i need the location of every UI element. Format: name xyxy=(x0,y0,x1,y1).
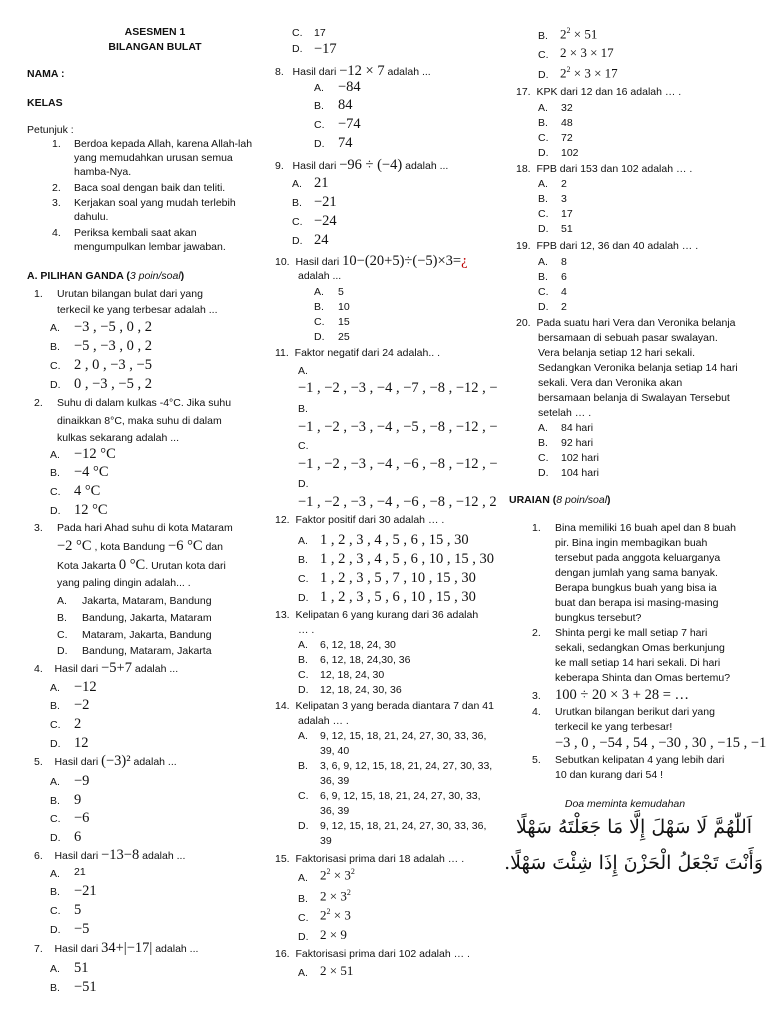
option-b[interactable]: 3 xyxy=(561,193,567,205)
option-label: C. xyxy=(50,360,61,372)
petunjuk-number: 3. xyxy=(52,197,61,209)
option-d-cont: 39 xyxy=(320,835,332,847)
option-c[interactable]: 4 °C xyxy=(74,483,101,499)
option-c[interactable]: 17 xyxy=(314,27,326,39)
option-label: D. xyxy=(314,138,325,150)
petunjuk-text: mengumpulkan lembar jawaban. xyxy=(74,241,226,253)
option-b[interactable]: −2 xyxy=(74,697,90,713)
option-label: C. xyxy=(292,27,303,39)
question-text: terkecil ke yang terbesar adalah ... xyxy=(57,304,218,316)
question-text: Vera belanja setiap 12 hari sekali. xyxy=(538,347,696,359)
question-text: 5. Hasil dari (−3)² adalah ... xyxy=(34,753,177,769)
option-label: B. xyxy=(314,301,324,313)
option-label: B. xyxy=(50,700,60,712)
option-a[interactable]: 8 xyxy=(561,256,567,268)
option-d[interactable]: 0 , −3 , −5 , 2 xyxy=(74,376,152,392)
question-text: … . xyxy=(298,624,315,636)
option-c[interactable]: 12, 18, 24, 30 xyxy=(320,669,385,681)
option-label: B. xyxy=(50,341,60,353)
option-c[interactable]: 15 xyxy=(338,316,350,328)
option-b[interactable]: 48 xyxy=(561,117,573,129)
option-b[interactable]: 10 xyxy=(338,301,350,313)
doa-title: Doa meminta kemudahan xyxy=(564,798,686,810)
option-label: C. xyxy=(298,912,309,924)
option-b[interactable]: $2 \times 3^2$ xyxy=(320,888,351,904)
option-d[interactable]: 102 xyxy=(561,147,579,159)
option-d[interactable]: 1 , 2 , 3 , 5 , 6 , 10 , 15 , 30 xyxy=(320,589,476,605)
option-label: D. xyxy=(538,301,549,313)
option-label: D. xyxy=(298,684,309,696)
option-label: C. xyxy=(50,719,61,731)
option-a[interactable]: −9 xyxy=(74,773,90,789)
question-text: 13. Kelipatan 6 yang kurang dari 36 adalah xyxy=(275,609,479,621)
option-a[interactable]: 1 , 2 , 3 , 4 , 5 , 6 , 15 , 30 xyxy=(320,532,469,548)
question-text: 10. Hasil dari 10−(20+5)÷(−5)×3=¿ xyxy=(275,253,468,269)
essay-number: 3. xyxy=(532,690,541,702)
option-label: D. xyxy=(57,645,68,657)
option-label: A. xyxy=(314,286,324,298)
doc-subtitle: BILANGAN BULAT xyxy=(108,41,202,53)
option-a[interactable]: −12 °C xyxy=(74,446,116,462)
option-label: D. xyxy=(538,467,549,479)
option-b[interactable]: Bandung, Jakarta, Mataram xyxy=(82,612,212,624)
option-d[interactable]: −17 xyxy=(314,41,337,57)
option-label: D. xyxy=(50,738,61,750)
option-label: A. xyxy=(314,82,324,94)
doa-arabic-line-2: وَأَنْتَ تَجْعَلُ الْحَزْنَ إِذَا شِئْتَ سَهْلًا. xyxy=(504,852,763,874)
option-c[interactable]: 1 , 2 , 3 , 5 , 7 , 10 , 15 , 30 xyxy=(320,570,476,586)
option-d[interactable]: −5 xyxy=(74,921,90,937)
option-label: D. xyxy=(298,931,309,943)
essay-text: tersebut pada anggota keluarganya xyxy=(555,552,721,564)
option-a[interactable]: 5 xyxy=(338,286,344,298)
option-label: D. xyxy=(50,379,61,391)
essay-text: buat dan berapa isi masing-masing xyxy=(555,597,719,609)
option-label: D. xyxy=(50,505,61,517)
question-text: Suhu di dalam kulkas -4°C. Jika suhu xyxy=(57,397,232,409)
essay-expression: 100 ÷ 20 × 3 + 28 = … xyxy=(555,687,689,703)
essay-expression: −3 , 0 , −54 , 54 , −30 , 30 , −15 , −1 xyxy=(555,735,767,751)
option-a[interactable]: −1 , −2 , −3 , −4 , −7 , −8 , −12 , − xyxy=(298,380,498,396)
essay-expression-wrap xyxy=(555,734,768,752)
option-b[interactable]: −21 xyxy=(74,883,97,899)
petunjuk-text: Periksa kembali saat akan xyxy=(74,227,197,239)
question-text: adalah ... xyxy=(298,270,342,282)
petunjuk-number: 1. xyxy=(52,138,61,150)
option-label: A. xyxy=(292,178,302,190)
question-number: 1. xyxy=(34,288,43,300)
option-b[interactable]: −51 xyxy=(74,979,97,995)
option-label: A. xyxy=(50,682,60,694)
option-label: C. xyxy=(314,316,325,328)
question-text: yang paling dingin adalah... . xyxy=(57,577,191,589)
option-d[interactable]: 12 °C xyxy=(74,502,108,518)
petunjuk-text: dahulu. xyxy=(74,211,109,223)
petunjuk-number: 2. xyxy=(52,182,61,194)
option-label: A. xyxy=(50,449,60,461)
option-c[interactable]: −24 xyxy=(314,213,337,229)
option-label: A. xyxy=(298,730,308,742)
option-label: B. xyxy=(538,271,548,283)
question-text: −2 °C , kota Bandung −6 °C dan xyxy=(57,538,223,554)
option-c[interactable]: −1 , −2 , −3 , −4 , −6 , −8 , −12 , − xyxy=(298,456,498,472)
option-label: C. xyxy=(50,486,61,498)
kelas-label: KELAS xyxy=(27,97,63,109)
option-label: D. xyxy=(538,147,549,159)
option-label: B. xyxy=(50,795,60,807)
option-b[interactable]: $2^2 \times 51$ xyxy=(560,26,598,42)
question-text: bersamaan belanja di Swalayan Tersebut xyxy=(538,392,730,404)
petunjuk-text: yang memudahkan urusan semua xyxy=(74,152,233,164)
option-c[interactable]: −74 xyxy=(338,116,361,132)
petunjuk-text: Baca soal dengan baik dan teliti. xyxy=(74,182,226,194)
option-label: D. xyxy=(538,69,549,81)
question-text: 15. Faktorisasi prima dari 18 adalah … . xyxy=(275,853,465,865)
question-text: 12. Faktor positif dari 30 adalah … . xyxy=(275,514,445,526)
option-label: C. xyxy=(50,905,61,917)
question-text: adalah … . xyxy=(298,715,349,727)
question-text: 7. Hasil dari 34+|−17| adalah ... xyxy=(34,940,199,956)
question-number: 2. xyxy=(34,397,43,409)
option-label: C. xyxy=(298,669,309,681)
option-label: B. xyxy=(298,554,308,566)
doa-arabic-line-1: اَللّٰهُمَّ لَا سَهْلَ إِلَّا مَا جَعَلْتَهُ سَهْلًا xyxy=(515,816,753,838)
question-text: setelah … . xyxy=(538,407,592,419)
nama-label: NAMA : xyxy=(27,68,65,80)
question-text: bersamaan di sebuah pasar swalayan. xyxy=(538,332,718,344)
option-label: A. xyxy=(50,868,60,880)
option-a[interactable]: −3 , −5 , 0 , 2 xyxy=(74,319,152,335)
essay-text: terkecil ke yang terbesar! xyxy=(555,721,673,733)
option-label: B. xyxy=(292,197,302,209)
question-text: Kota Jakarta 0 °C. Urutan kota dari xyxy=(57,557,226,573)
question-text: sekali. Vera dan Veronika akan xyxy=(538,377,683,389)
essay-number: 2. xyxy=(532,627,541,639)
option-label: C. xyxy=(314,119,325,131)
essay-text: sekali, sedangkan Omas berkunjung xyxy=(555,642,725,654)
option-label: C. xyxy=(298,573,309,585)
option-c[interactable]: 17 xyxy=(561,208,573,220)
option-label: B. xyxy=(50,982,60,994)
question-text: 16. Faktorisasi prima dari 102 adalah … . xyxy=(275,948,470,960)
question-text: 18. FPB dari 153 dan 102 adalah … . xyxy=(516,163,693,175)
option-label: A. xyxy=(538,178,548,190)
option-d[interactable]: 12 xyxy=(74,735,89,751)
option-label: C. xyxy=(538,49,549,61)
essay-number: 5. xyxy=(532,754,541,766)
petunjuk-text: hamba-Nya. xyxy=(74,166,132,178)
option-b[interactable]: 1 , 2 , 3 , 4 , 5 , 6 , 10 , 15 , 30 xyxy=(320,551,494,567)
essay-text: dengan jumlah yang sama banyak. xyxy=(555,567,718,579)
option-b[interactable]: 9 xyxy=(74,792,82,808)
option-d[interactable]: Bandung, Mataram, Jakarta xyxy=(82,645,212,657)
option-a[interactable]: 2 xyxy=(561,178,567,190)
option-c[interactable]: 102 hari xyxy=(561,452,599,464)
option-a[interactable]: 2 × 51 xyxy=(320,963,354,978)
option-label: C. xyxy=(538,452,549,464)
option-a[interactable]: 21 xyxy=(314,175,329,191)
question-text: 8. Hasil dari −12 × 7 adalah ... xyxy=(275,63,431,79)
essay-text: Shinta pergi ke mall setiap 7 hari xyxy=(555,627,708,639)
option-label: A. xyxy=(298,872,308,884)
petunjuk-label: Petunjuk : xyxy=(27,124,74,136)
option-a[interactable]: 32 xyxy=(561,102,573,114)
option-label: C. xyxy=(50,813,61,825)
option-d[interactable]: −1 , −2 , −3 , −4 , −6 , −8 , −12 , 2 xyxy=(298,494,497,510)
option-label: D. xyxy=(314,331,325,343)
option-label: B. xyxy=(298,760,308,772)
question-text: Urutan bilangan bulat dari yang xyxy=(57,288,203,300)
petunjuk-text: Berdoa kepada Allah, karena Allah-lah xyxy=(74,138,253,150)
option-c[interactable]: 5 xyxy=(74,902,82,918)
essay-text: keberapa Shinta dan Omas bertemu? xyxy=(555,672,731,684)
option-label: D. xyxy=(298,478,309,490)
petunjuk-number: 4. xyxy=(52,227,61,239)
essay-text: ke mall setiap 14 hari sekali. Di hari xyxy=(555,657,721,669)
question-text: Pada hari Ahad suhu di kota Mataram xyxy=(57,522,233,534)
option-label: A. xyxy=(298,639,308,651)
option-a[interactable]: 6, 12, 18, 24, 30 xyxy=(320,639,396,651)
essay-text: pir. Bina ingin membagikan buah xyxy=(555,537,708,549)
essay-text: Berapa bungkus buah yang bisa ia xyxy=(555,582,717,594)
option-d[interactable]: 9, 12, 15, 18, 21, 24, 27, 30, 33, 36, xyxy=(320,820,487,832)
option-b[interactable]: 3, 6, 9, 12, 15, 18, 21, 24, 27, 30, 33, xyxy=(320,760,493,772)
essay-number: 4. xyxy=(532,706,541,718)
option-c[interactable]: −6 xyxy=(74,810,90,826)
option-label: B. xyxy=(314,100,324,112)
option-c[interactable]: 2 xyxy=(74,716,82,732)
option-a[interactable]: −12 xyxy=(74,679,97,695)
petunjuk-text: Kerjakan soal yang mudah terlebih xyxy=(74,197,236,209)
option-d[interactable]: 12, 18, 24, 30, 36 xyxy=(320,684,402,696)
option-label: A. xyxy=(538,102,548,114)
section-b-title: URAIAN (8 poin/soal) xyxy=(509,494,611,506)
option-label: A. xyxy=(50,322,60,334)
option-a[interactable]: 84 hari xyxy=(561,422,594,434)
option-d[interactable]: $2^2 \times 3 \times 17$ xyxy=(560,65,618,81)
option-label: D. xyxy=(292,43,303,55)
question-text: dinaikkan 8°C, maka suhu di dalam xyxy=(57,415,222,427)
question-text: 6. Hasil dari −13−8 adalah ... xyxy=(34,847,186,863)
option-a-cont: 39, 40 xyxy=(320,745,350,757)
option-c[interactable]: 6, 9, 12, 15, 18, 21, 24, 27, 30, 33, xyxy=(320,790,481,802)
option-b[interactable]: 6, 12, 18, 24,30, 36 xyxy=(320,654,411,666)
option-label: D. xyxy=(50,924,61,936)
option-label: B. xyxy=(538,30,548,42)
option-c[interactable]: 72 xyxy=(561,132,573,144)
question-text: Sedangkan Veronika belanja setiap 14 hari xyxy=(538,362,738,374)
option-b[interactable]: 92 hari xyxy=(561,437,594,449)
option-d[interactable]: 104 hari xyxy=(561,467,599,479)
option-label: A. xyxy=(298,365,308,377)
option-label: D. xyxy=(538,223,549,235)
option-a[interactable]: 9, 12, 15, 18, 21, 24, 27, 30, 33, 36, xyxy=(320,730,487,742)
option-label: B. xyxy=(538,117,548,129)
doc-title: ASESMEN 1 xyxy=(124,26,186,38)
option-b[interactable]: −1 , −2 , −3 , −4 , −5 , −8 , −12 , − xyxy=(298,419,498,435)
option-a[interactable]: −84 xyxy=(338,79,361,95)
option-b[interactable]: −5 , −3 , 0 , 2 xyxy=(74,338,152,354)
option-b[interactable]: 84 xyxy=(338,97,353,113)
question-text: 19. FPB dari 12, 36 dan 40 adalah … . xyxy=(516,240,699,252)
option-d[interactable]: 74 xyxy=(338,135,353,151)
option-a[interactable]: $2^2 \times 3^2$ xyxy=(320,867,355,883)
question-number: 3. xyxy=(34,522,43,534)
question-text: 4. Hasil dari −5+7 adalah ... xyxy=(34,660,179,676)
option-b[interactable]: 6 xyxy=(561,271,567,283)
section-a-title: A. PILIHAN GANDA (3 poin/soal) xyxy=(27,270,185,282)
option-label: A. xyxy=(538,422,548,434)
option-label: C. xyxy=(538,208,549,220)
option-label: A. xyxy=(538,256,548,268)
option-label: A. xyxy=(50,776,60,788)
essay-text: Sebutkan kelipatan 4 yang lebih dari xyxy=(555,754,725,766)
option-label: B. xyxy=(298,893,308,905)
option-label: A. xyxy=(50,963,60,975)
option-label: B. xyxy=(298,403,308,415)
option-label: B. xyxy=(50,467,60,479)
option-label: C. xyxy=(292,216,303,228)
option-label: D. xyxy=(298,820,309,832)
essay-text: Urutkan bilangan berikut dari yang xyxy=(555,706,715,718)
option-label: B. xyxy=(538,193,548,205)
option-d[interactable]: 25 xyxy=(338,331,350,343)
option-label: C. xyxy=(57,629,68,641)
option-label: C. xyxy=(538,132,549,144)
option-a[interactable]: Jakarta, Mataram, Bandung xyxy=(82,595,212,607)
option-a[interactable]: 51 xyxy=(74,960,89,976)
option-label: D. xyxy=(298,592,309,604)
option-label: A. xyxy=(298,535,308,547)
option-d[interactable]: 2 xyxy=(561,301,567,313)
option-label: C. xyxy=(298,790,309,802)
essay-text: bungkus tersebut? xyxy=(555,612,642,624)
option-b-cont: 36, 39 xyxy=(320,775,350,787)
option-label: D. xyxy=(50,832,61,844)
option-d[interactable]: 2 × 9 xyxy=(320,927,347,942)
essay-number: 1. xyxy=(532,522,541,534)
essay-text: 10 dan kurang dari 54 ! xyxy=(555,769,663,781)
question-text: 11. Faktor negatif dari 24 adalah.. . xyxy=(275,347,441,359)
option-d[interactable]: 51 xyxy=(561,223,573,235)
option-label: C. xyxy=(538,286,549,298)
essay-text: Bina memiliki 16 buah apel dan 8 buah xyxy=(555,522,736,534)
option-label: B. xyxy=(50,886,60,898)
option-label: B. xyxy=(538,437,548,449)
option-b[interactable]: −21 xyxy=(314,194,337,210)
option-a[interactable]: 21 xyxy=(74,866,86,878)
option-c[interactable]: Mataram, Jakarta, Bandung xyxy=(82,629,212,641)
option-label: A. xyxy=(298,967,308,979)
option-label: A. xyxy=(57,595,67,607)
option-c[interactable]: 4 xyxy=(561,286,567,298)
option-c[interactable]: 2 , 0 , −3 , −5 xyxy=(74,357,152,373)
option-d[interactable]: 24 xyxy=(314,232,329,248)
option-label: B. xyxy=(57,612,67,624)
option-c[interactable]: 2 × 3 × 17 xyxy=(560,45,614,60)
option-label: C. xyxy=(298,440,309,452)
option-c[interactable]: $2^2 \times 3$ xyxy=(320,907,351,923)
option-c-cont: 36, 39 xyxy=(320,805,350,817)
option-b[interactable]: −4 °C xyxy=(74,464,109,480)
question-text: 9. Hasil dari −96 ÷ (−4) adalah ... xyxy=(275,157,449,173)
option-label: B. xyxy=(298,654,308,666)
question-text: 20. Pada suatu hari Vera dan Veronika belanja xyxy=(516,317,736,329)
question-text: kulkas sekarang adalah ... xyxy=(57,432,179,444)
question-text: 17. KPK dari 12 dan 16 adalah … . xyxy=(516,86,682,98)
option-label: D. xyxy=(292,235,303,247)
question-text: 14. Kelipatan 3 yang berada diantara 7 dan 41 xyxy=(275,700,494,712)
option-d[interactable]: 6 xyxy=(74,829,82,845)
